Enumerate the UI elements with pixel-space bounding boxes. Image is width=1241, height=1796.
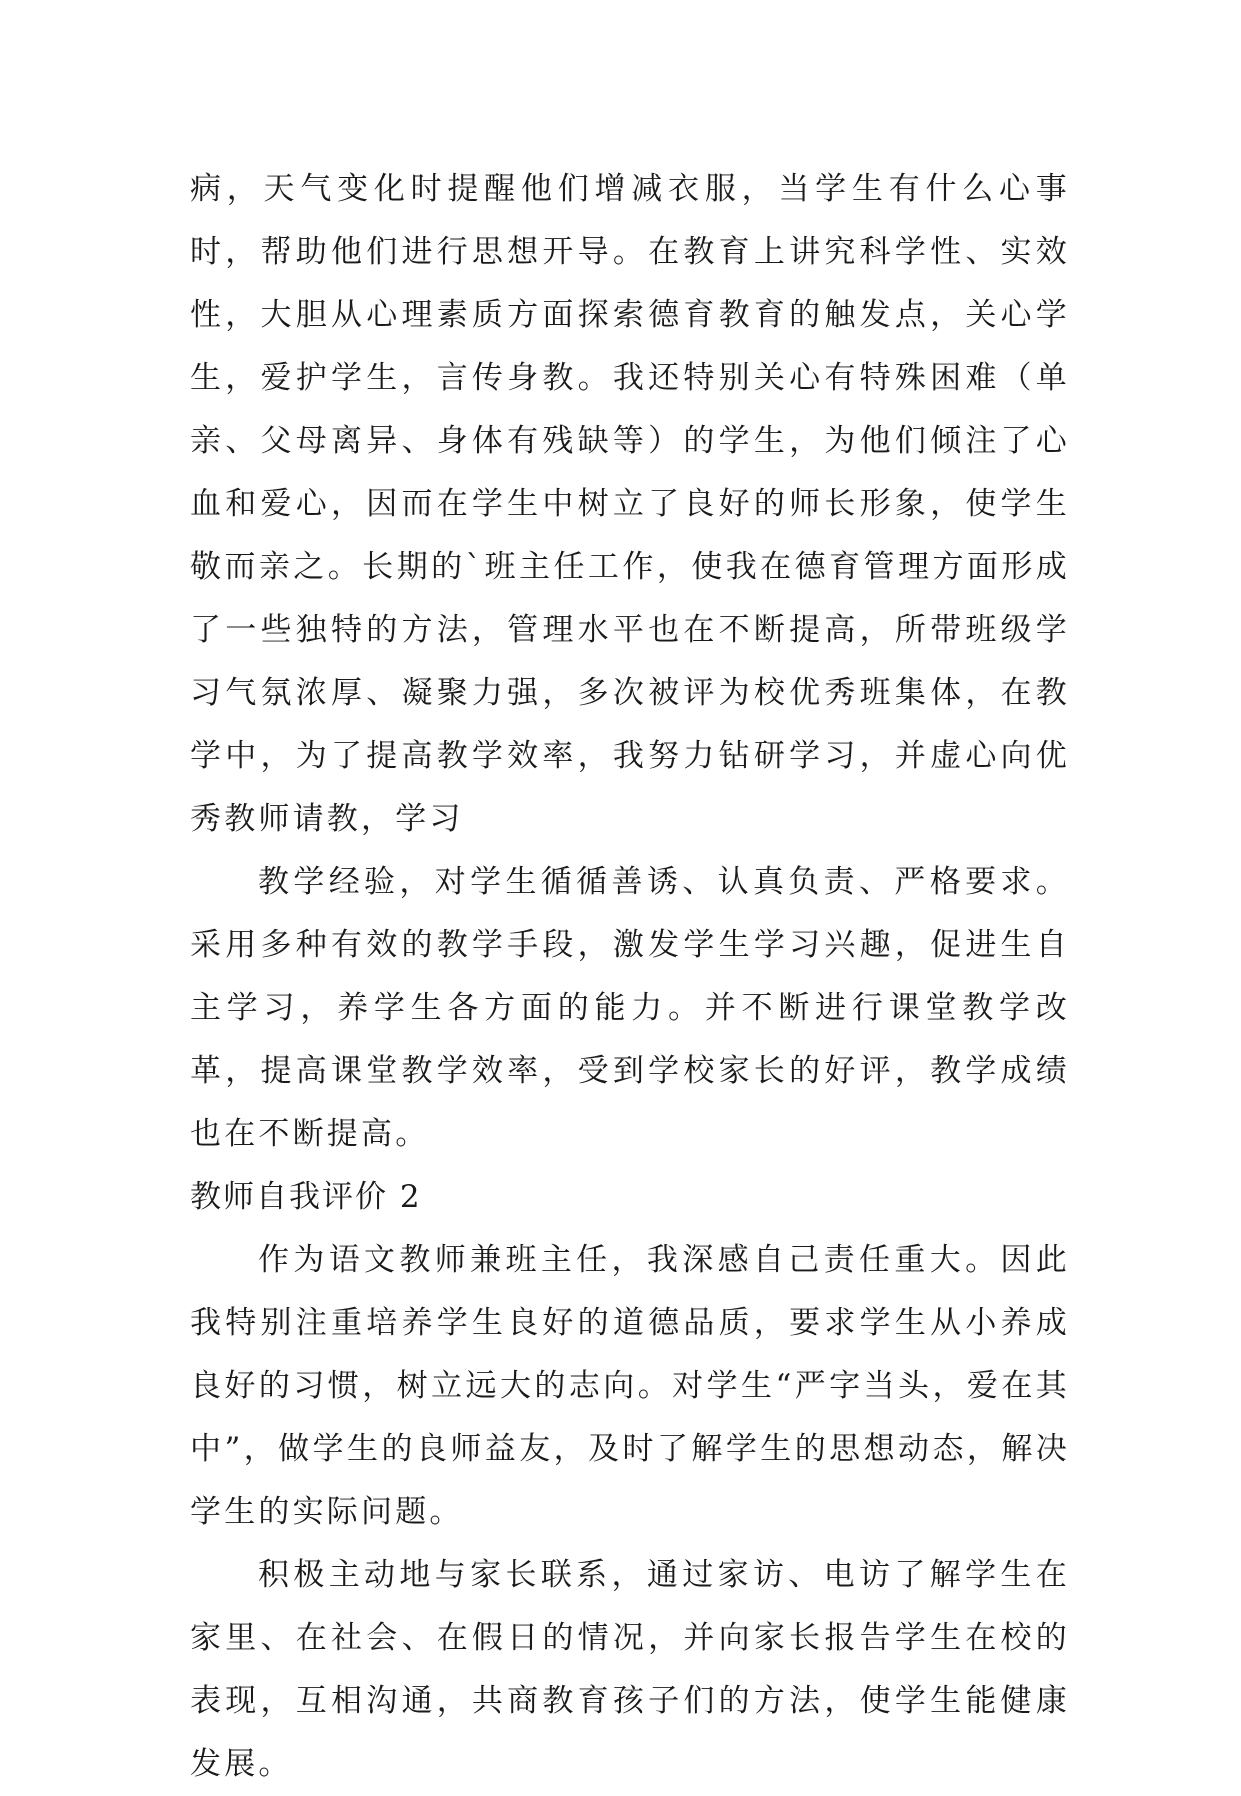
body-paragraph-1: 病，天气变化时提醒他们增减衣服，当学生有什么心事时，帮助他们进行思想开导。在教育上讲究科学性、实效性，大胆从心理素质方面探索德育教育的触发点，关心学生，爱护学生，言传身教。我还特别关心有特殊困难（单亲、父母离异、身体有残缺等）的学生，为他们倾注了心血和爱心，因而在学生中树立了良好的师长形象，使学生敬而亲之。长期的`班主任工作，使我在德育管理方面形成了一些独特的方法，管理水平也在不断提高，所带班级学习气氛浓厚、凝聚力强，多次被评为校优秀班集体，在教学中，为了提高教学效率，我努力钻研学习，并虚心向优秀教师请教，学习 bbox=[190, 171, 1070, 837]
body-paragraph-4: 积极主动地与家长联系，通过家访、电访了解学生在家里、在社会、在假日的情况，并向家长报告学生在校的表现，互相沟通，共商教育孩子们的方法，使学生能健康发展。 bbox=[190, 1557, 1070, 1782]
document-body bbox=[190, 158, 1070, 1796]
section-heading: 教师自我评价 2 bbox=[190, 1179, 422, 1215]
body-paragraph-2: 教学经验，对学生循循善诱、认真负责、严格要求。采用多种有效的教学手段，激发学生学习兴趣，促进生自主学习，养学生各方面的能力。并不断进行课堂教学改革，提高课堂教学效率，受到学校家长的好评，教学成绩也在不断提高。 bbox=[190, 864, 1070, 1152]
body-paragraph-3: 作为语文教师兼班主任，我深感自己责任重大。因此我特别注重培养学生良好的道德品质，要求学生从小养成良好的习惯，树立远大的志向。对学生“严字当头，爱在其中”，做学生的良师益友，及时了解学生的思想动态，解决学生的实际问题。 bbox=[190, 1242, 1070, 1530]
